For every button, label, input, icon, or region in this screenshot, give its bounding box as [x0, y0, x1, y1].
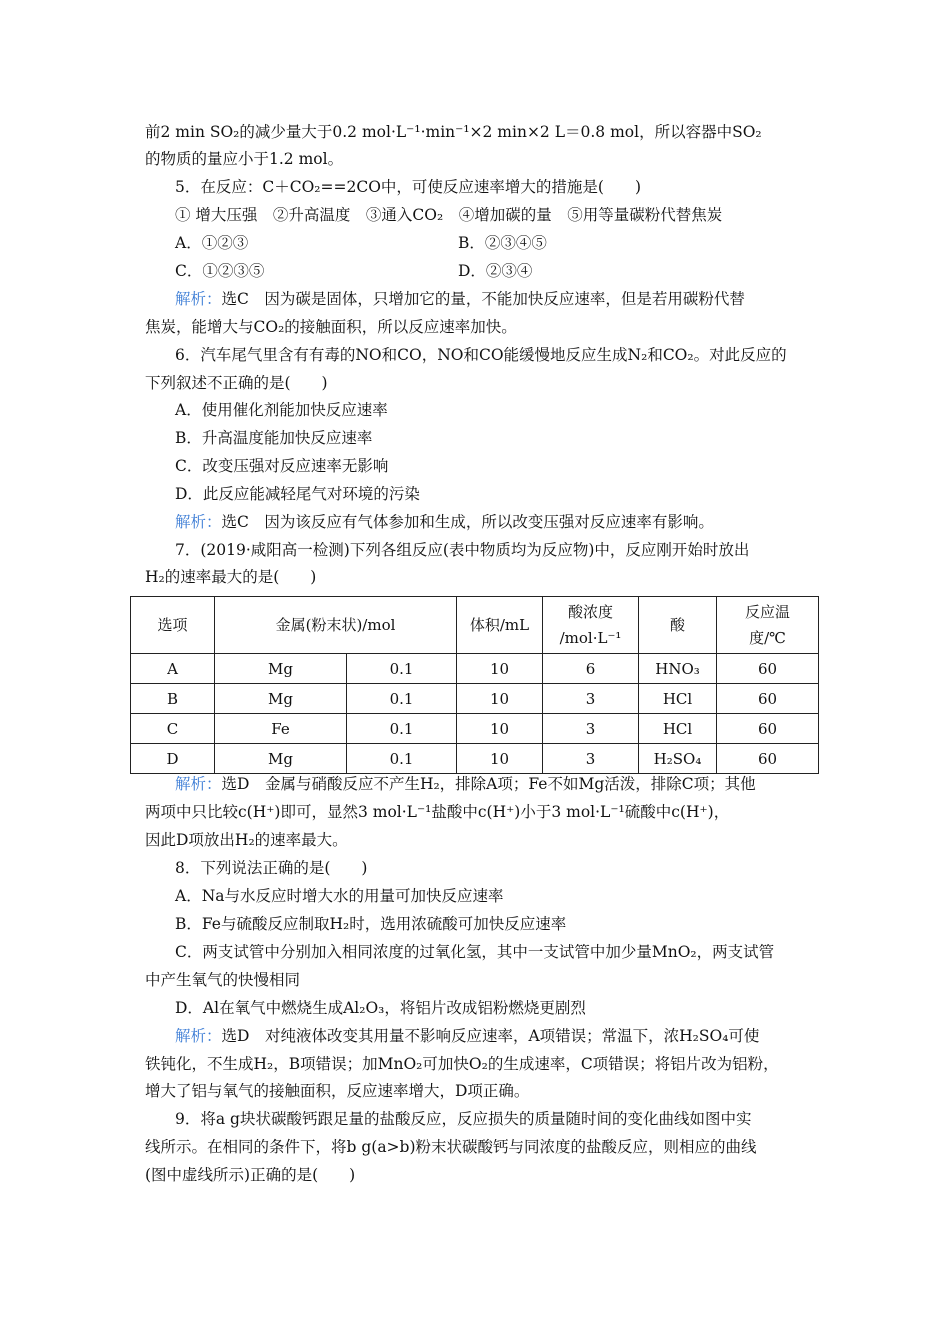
option-a: A．①②③ — [175, 234, 249, 252]
explanation-label: 解析： — [175, 775, 222, 793]
option-c: C．两支试管中分别加入相同浓度的过氧化氢，其中一支试管中加少量MnO₂，两支试管 — [175, 943, 775, 961]
option-c-continued: 中产生氧气的快慢相同 — [145, 971, 301, 989]
explanation-line: 焦炭，能增大与CO₂的接触面积，所以反应速率加快。 — [145, 318, 517, 336]
paragraph-line: 的物质的量应小于1.2 mol。 — [145, 150, 344, 168]
explanation-line: 两项中只比较c(H⁺)即可，显然3 mol·L⁻¹盐酸中c(H⁺)小于3 mol·L⁻¹硫酸中c(H⁺)， — [145, 803, 730, 821]
option-b: B．Fe与硫酸反应制取H₂时，选用浓硫酸可加快反应速率 — [175, 915, 567, 933]
explanation-line: 解析：选C 因为碳是固体，只增加它的量，不能加快反应速率，但是若用碳粉代替 — [175, 290, 745, 308]
option-d: D．②③④ — [458, 262, 533, 280]
table-row: B Mg 0.1 10 3 HCl 60 — [131, 684, 819, 714]
header-cell: 酸浓度 /mol·L⁻¹ — [543, 597, 639, 654]
table-row: D Mg 0.1 10 3 H₂SO₄ 60 — [131, 744, 819, 774]
header-cell: 金属(粉末状)/mol — [215, 597, 457, 654]
question-7-stem: 7．(2019·咸阳高一检测)下列各组反应(表中物质均为反应物)中，反应刚开始时放出 — [175, 541, 750, 559]
question-9-stem: 9．将a g块状碳酸钙跟足量的盐酸反应，反应损失的质量随时间的变化曲线如图中实 — [175, 1110, 752, 1128]
reaction-table — [130, 596, 819, 774]
header-cell: 体积/mL — [457, 597, 543, 654]
explanation-line: 因此D项放出H₂的速率最大。 — [145, 831, 348, 849]
option-a: A．使用催化剂能加快反应速率 — [175, 401, 388, 419]
question-9-stem: 线所示。在相同的条件下，将b g(a>b)粉末状碳酸钙与同浓度的盐酸反应，则相应的曲线 — [145, 1138, 757, 1156]
option-a: A．Na与水反应时增大水的用量可加快反应速率 — [175, 887, 504, 905]
explanation-line: 解析：选D 金属与硝酸反应不产生H₂，排除A项；Fe不如Mg活泼，排除C项；其他 — [175, 775, 756, 793]
header-cell: 反应温 度/℃ — [717, 597, 819, 654]
explanation-line: 铁钝化，不生成H₂，B项错误；加MnO₂可加快O₂的生成速率，C项错误；将铝片改为铝粉， — [145, 1055, 779, 1073]
explanation-line: 解析：选D 对纯液体改变其用量不影响反应速率，A项错误；常温下，浓H₂SO₄可使 — [175, 1027, 760, 1045]
question-9-stem: (图中虚线所示)正确的是( ) — [145, 1166, 356, 1184]
question-5-stem: 5．在反应：C＋CO₂==2CO中，可使反应速率增大的措施是( ) — [175, 178, 642, 196]
explanation-line: 解析：选C 因为该反应有气体参加和生成，所以改变压强对反应速率有影响。 — [175, 513, 714, 531]
table-row: A Mg 0.1 10 6 HNO₃ 60 — [131, 654, 819, 684]
option-b: B．升高温度能加快反应速率 — [175, 429, 373, 447]
table-header-row — [131, 597, 819, 654]
option-d: D．Al在氧气中燃烧生成Al₂O₃，将铝片改成铝粉燃烧更剧烈 — [175, 999, 586, 1017]
option-c: C．改变压强对反应速率无影响 — [175, 457, 389, 475]
paragraph-line: 前2 min SO₂的减少量大于0.2 mol·L⁻¹·min⁻¹×2 min×2 L＝0.8 mol，所以容器中SO₂ — [145, 123, 762, 141]
table-row: C Fe 0.1 10 3 HCl 60 — [131, 714, 819, 744]
question-7-stem: H₂的速率最大的是( ) — [145, 568, 317, 586]
question-6-stem: 下列叙述不正确的是( ) — [145, 374, 328, 392]
question-5-items: ① 增大压强 ②升高温度 ③通入CO₂ ④增加碳的量 ⑤用等量碳粉代替焦炭 — [175, 206, 723, 224]
explanation-line: 增大了铝与氧气的接触面积，反应速率增大，D项正确。 — [145, 1082, 530, 1100]
explanation-label: 解析： — [175, 290, 222, 308]
explanation-label: 解析： — [175, 1027, 222, 1045]
explanation-label: 解析： — [175, 513, 222, 531]
question-6-stem: 6．汽车尾气里含有有毒的NO和CO，NO和CO能缓慢地反应生成N₂和CO₂。对此反应的 — [175, 346, 787, 364]
header-cell: 酸 — [639, 597, 717, 654]
question-8-stem: 8．下列说法正确的是( ) — [175, 859, 368, 877]
option-d: D．此反应能减轻尾气对环境的污染 — [175, 485, 420, 503]
option-c: C．①②③⑤ — [175, 262, 265, 280]
header-cell: 选项 — [131, 597, 215, 654]
option-b: B．②③④⑤ — [458, 234, 547, 252]
